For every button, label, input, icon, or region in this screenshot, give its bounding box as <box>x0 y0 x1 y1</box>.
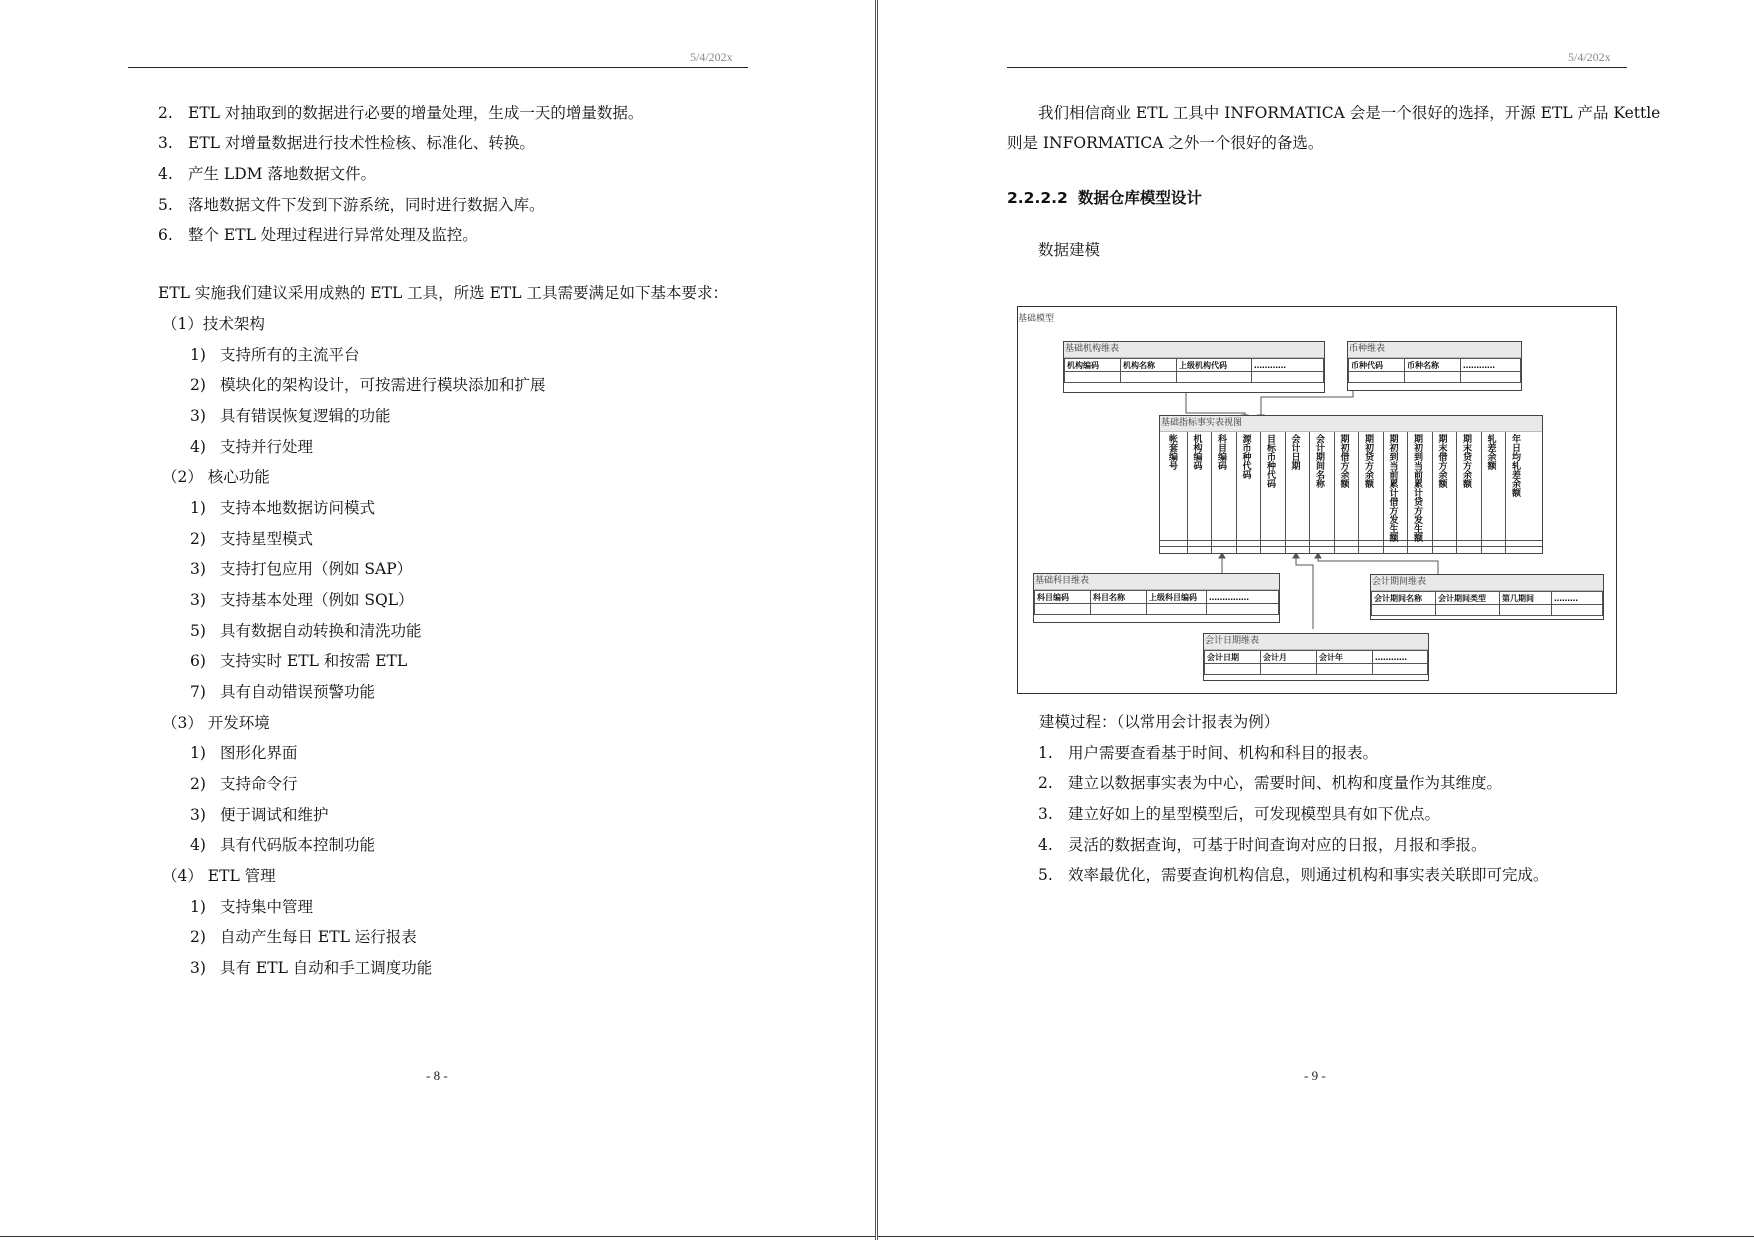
paragraph-line: 我们相信商业 ETL 工具中 INFORMATICA 会是一个很好的选择，开源 ETL 产品 Kettle <box>1038 104 1661 122</box>
fact-column-label: 期初借方余额 <box>1338 434 1349 488</box>
fact-column-divider <box>1481 432 1482 554</box>
fact-column-divider <box>1236 432 1237 554</box>
page-left <box>0 0 876 1240</box>
header-rule <box>1007 67 1627 68</box>
list-item: 2) 支持命令行 <box>190 775 298 793</box>
list-item: 3) 具有错误恢复逻辑的功能 <box>190 407 391 425</box>
header-rule <box>128 67 748 68</box>
star-schema-diagram <box>1017 306 1617 694</box>
list-item: 5) 具有数据自动转换和清洗功能 <box>190 622 422 640</box>
section-heading: 2.2.2.2 数据仓库模型设计 <box>1007 189 1202 207</box>
fact-column-divider <box>1285 432 1286 554</box>
currency-dimension-table: 币种维表 币种代码 币种名称 ………… <box>1347 341 1522 391</box>
fact-column-label: 目标币种代码 <box>1265 434 1275 488</box>
fact-column-divider <box>1456 432 1457 554</box>
fact-column-divider <box>1260 432 1261 554</box>
fact-column-divider <box>1383 432 1384 554</box>
step-item: 5. 落地数据文件下发到下游系统，同时进行数据入库。 <box>158 196 545 214</box>
section-title: （3） 开发环境 <box>162 714 270 732</box>
fact-column-label: 科目编码 <box>1216 434 1226 470</box>
list-item: 3) 便于调试和维护 <box>190 806 329 824</box>
page-edge <box>0 1236 875 1237</box>
list-item: 4) 支持并行处理 <box>190 438 314 456</box>
fact-column-divider <box>1407 432 1408 554</box>
fact-column-label: 会计期间名称 <box>1314 434 1324 488</box>
list-item: 6) 支持实时 ETL 和按需 ETL <box>190 652 408 670</box>
fact-column-label: 年日均轧差余额 <box>1510 434 1520 497</box>
date-dimension-table: 会计日期维表 会计日期 会计月 会计年 ………… <box>1203 633 1429 681</box>
step-item: 4. 产生 LDM 落地数据文件。 <box>158 165 376 183</box>
fact-column-label: 期初到当前累计借方发生额 <box>1387 434 1398 542</box>
list-item: 2) 支持星型模式 <box>190 530 314 548</box>
list-item: 1) 支持所有的主流平台 <box>190 346 360 364</box>
intro-paragraph: ETL 实施我们建议采用成熟的 ETL 工具，所选 ETL 工具需要满足如下基本要求： <box>158 284 728 302</box>
list-item: 3) 支持基本处理（例如 SQL） <box>190 591 414 609</box>
subheading: 数据建模 <box>1038 241 1101 259</box>
list-item: 3) 支持打包应用（例如 SAP） <box>190 560 413 578</box>
fact-column-divider <box>1211 432 1212 554</box>
list-item: 4) 具有代码版本控制功能 <box>190 836 376 854</box>
fact-column-label: 期初贷方余额 <box>1363 434 1373 488</box>
period-dimension-table: 会计期间维表 会计期间名称 会计期间类型 第几期间 ……… <box>1370 574 1604 620</box>
account-dimension-table: 基础科目维表 科目编码 科目名称 上级科目编码 …………… <box>1033 573 1280 623</box>
list-item: 1) 图形化界面 <box>190 744 298 762</box>
fact-column-label: 期初到当前累计贷方发生额 <box>1412 434 1422 542</box>
list-item: 2) 模块化的架构设计，可按需进行模块添加和扩展 <box>190 376 546 394</box>
process-step: 1. 用户需要查看基于时间、机构和科目的报表。 <box>1038 744 1379 762</box>
page-number: - 9 - <box>1304 1068 1326 1083</box>
fact-column-label: 源币种代码 <box>1240 434 1251 479</box>
process-step: 5. 效率最优化，需要查询机构信息，则通过机构和事实表关联即可完成。 <box>1038 866 1549 884</box>
process-step: 3. 建立好如上的星型模型后，可发现模型具有如下优点。 <box>1038 805 1441 823</box>
step-item: 2. ETL 对抽取到的数据进行必要的增量处理，生成一天的增量数据。 <box>158 104 644 122</box>
fact-column-label: 帐套编号 <box>1167 434 1177 470</box>
process-step: 4. 灵活的数据查询，可基于时间查询对应的日报，月报和季报。 <box>1038 836 1487 854</box>
fact-column-divider <box>1432 432 1433 554</box>
process-step: 2. 建立以数据事实表为中心，需要时间、机构和度量作为其维度。 <box>1038 774 1503 792</box>
header-date: 5/4/202x <box>1568 50 1611 64</box>
fact-column-label: 会计日期 <box>1289 434 1300 470</box>
fact-column-divider <box>1187 432 1188 554</box>
fact-column-label: 期末贷方余额 <box>1461 434 1471 488</box>
step-item: 3. ETL 对增量数据进行技术性检核、标准化、转换。 <box>158 134 535 152</box>
fact-column-divider <box>1309 432 1310 554</box>
step-item: 6. 整个 ETL 处理过程进行异常处理及监控。 <box>158 226 478 244</box>
org-dimension-table: 基础机构维表 机构编码 机构名称 上级机构代码 ………… <box>1063 341 1325 393</box>
header-date: 5/4/202x <box>690 50 733 64</box>
diagram-title: 基础模型 <box>1018 314 1055 324</box>
fact-column-label: 机构编码 <box>1191 434 1202 470</box>
page-right <box>877 0 1754 1240</box>
section-title: （1）技术架构 <box>162 315 265 333</box>
fact-column-divider <box>1358 432 1359 554</box>
fact-column-label: 轧差余额 <box>1485 434 1496 470</box>
list-item: 2) 自动产生每日 ETL 运行报表 <box>190 928 417 946</box>
list-item: 7) 具有自动错误预警功能 <box>190 683 376 701</box>
section-title: （2） 核心功能 <box>162 468 270 486</box>
paragraph-line: 则是 INFORMATICA 之外一个很好的备选。 <box>1007 134 1324 152</box>
list-item: 1) 支持集中管理 <box>190 898 314 916</box>
list-item: 3) 具有 ETL 自动和手工调度功能 <box>190 959 433 977</box>
page-number: - 8 - <box>426 1068 448 1083</box>
fact-column-label: 期末借方余额 <box>1436 434 1447 488</box>
fact-column-divider <box>1334 432 1335 554</box>
process-title: 建模过程：（以常用会计报表为例） <box>1039 713 1280 731</box>
page-edge <box>878 1236 1754 1237</box>
list-item: 1) 支持本地数据访问模式 <box>190 499 376 517</box>
section-title: （4） ETL 管理 <box>162 867 276 885</box>
fact-column-divider <box>1505 432 1506 554</box>
fact-view-table: 基础指标事实表视图 帐套编号 机构编码 科目编码 源币种代码 目标币种代码 会计日期 会计期间名称 期初借方余额 期初贷方余额 期初到当前累计借方发生额 期初到当前累计贷方发生额 期末借方余额 期末贷方余额 轧差余额 年日均轧差余额 <box>1159 415 1543 554</box>
